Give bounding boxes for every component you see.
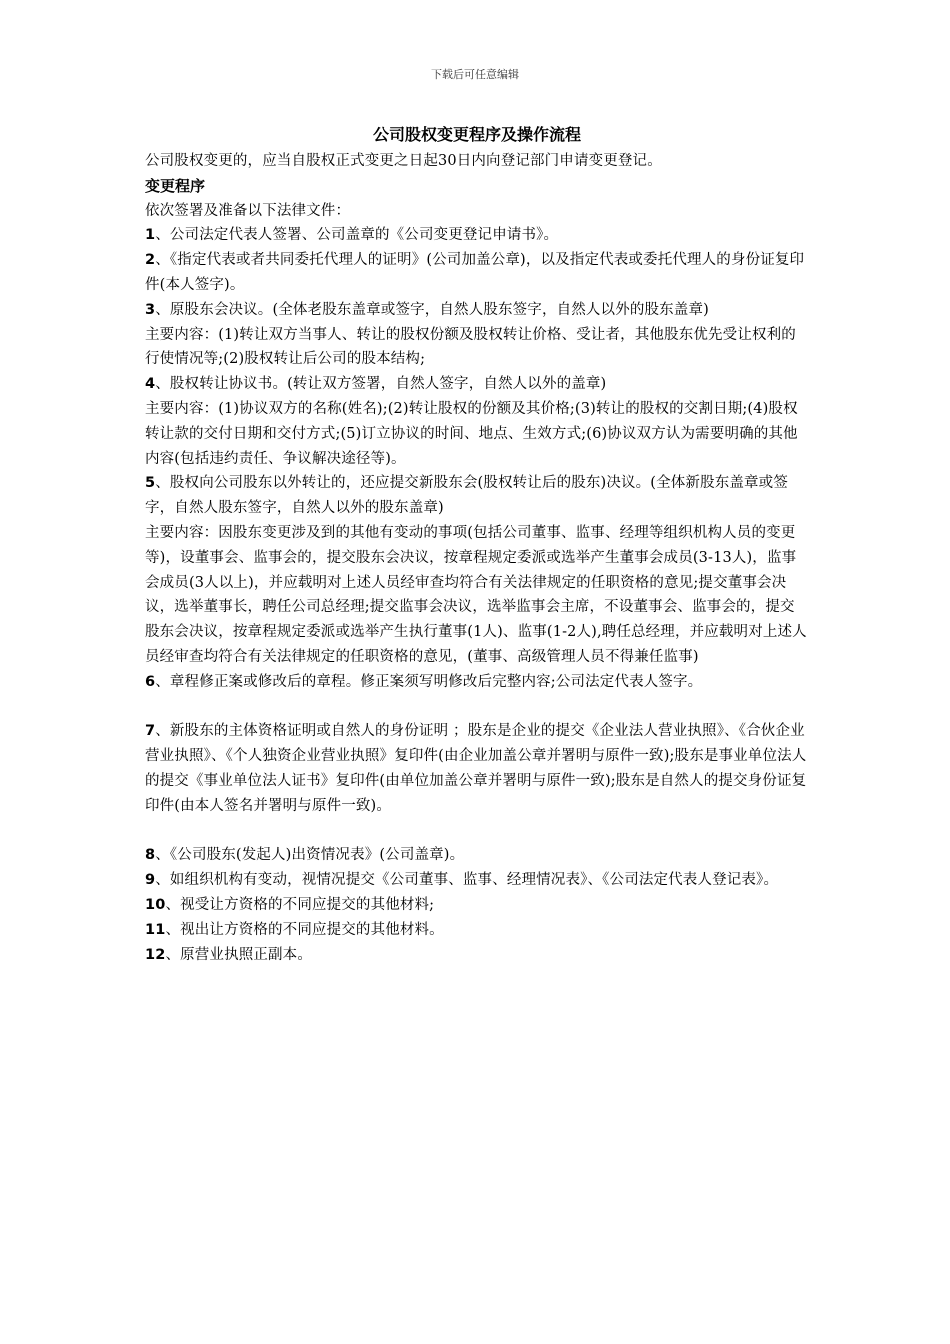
item-number: 8 [145, 847, 156, 864]
item-text: 、股权向公司股东以外转让的，还应提交新股东会(股权转让后的股东)决议。(全体新股东盖章或签字，自然人股东签字，自然人以外的股东盖章) [145, 475, 788, 517]
document-body [145, 121, 809, 967]
item-text: 、原营业执照正副本。 [165, 946, 312, 963]
blank-line [145, 695, 809, 720]
list-item [145, 943, 809, 968]
list-item-detail [145, 521, 809, 670]
item-list [145, 223, 809, 967]
list-item [145, 893, 809, 918]
list-item [145, 248, 809, 298]
list-item [145, 868, 809, 893]
item-text: 、《公司股东(发起人)出资情况表》(公司盖章)。 [155, 847, 465, 864]
item-number: 12 [145, 946, 166, 963]
item-text: 主要内容：(1)转让双方当事人、转让的股权份额及股权转让价格、受让者，其他股东优先受让权利的行使情况等;(2)股权转让后公司的股本结构; [145, 326, 796, 368]
item-text: 、股权转让协议书。(转让双方签署，自然人签字，自然人以外的盖章) [155, 376, 607, 393]
item-number: 6 [145, 673, 156, 690]
list-item [145, 843, 809, 868]
blank-line [145, 819, 809, 844]
item-number: 11 [145, 921, 166, 938]
section-heading: 变更程序 [145, 176, 206, 195]
item-number: 3 [145, 301, 156, 318]
item-text: 主要内容：因股东变更涉及到的其他有变动的事项(包括公司董事、监事、经理等组织机构人员的变更等)，设董事会、监事会的，提交股东会决议，按章程规定委派或选举产生董事会成员(3-13人)，监事会成员(3人以上)，并应载明对上述人员经审查均符合有关法律规定的任职资格的意见;提交董事会决议，选举董事长，聘任公司总经理;提交监事会决议，选举监事会主席，不设董事会、监事会的，提交股东会决议，按章程规定委派或选举产生执行董事(1人)、监事(1-2人),聘任总经理，并应载明对上述人员经审查均符合有关法律规定的任职资格的意见，(董事、高级管理人员不得兼任监事) [145, 524, 807, 665]
list-item [145, 670, 809, 695]
list-item [145, 223, 809, 248]
item-text: 、章程修正案或修改后的章程。修正案须写明修改后完整内容;公司法定代表人签字。 [155, 673, 703, 690]
item-text: 、公司法定代表人签署、公司盖章的《公司变更登记申请书》。 [155, 227, 559, 244]
item-number: 2 [145, 252, 156, 269]
item-text: 、视出让方资格的不同应提交的其他材料。 [165, 921, 444, 938]
item-number: 7 [145, 723, 156, 740]
item-number: 10 [145, 896, 166, 913]
document-title: 公司股权变更程序及操作流程 [372, 125, 581, 144]
item-text: 、《指定代表或者共同委托代理人的证明》(公司加盖公章)，以及指定代表或委托代理人的身份证复印件(本人签字)。 [145, 252, 805, 293]
item-number: 9 [145, 872, 156, 889]
list-item [145, 372, 809, 397]
list-item [145, 719, 809, 818]
item-text: 、原股东会决议。(全体老股东盖章或签字，自然人股东签字，自然人以外的股东盖章) [155, 301, 709, 318]
list-item-detail [145, 323, 809, 373]
item-number: 5 [145, 475, 156, 492]
item-number: 1 [145, 227, 156, 244]
list-item [145, 471, 809, 521]
item-text: 主要内容：(1)协议双方的名称(姓名);(2)转让股权的份额及其价格;(3)转让的股权的交割日期;(4)股权转让款的交付日期和交付方式;(5)订立协议的时间、地点、生效方式;(6)协议双方认为需要明确的其他内容(包括违约责任、争议解决途径等)。 [145, 400, 798, 467]
item-text: 、视受让方资格的不同应提交的其他材料; [165, 896, 435, 913]
intro-paragraph: 公司股权变更的，应当自股权正式变更之日起30日内向登记部门申请变更登记。 [145, 153, 662, 169]
item-text: 、如组织机构有变动，视情况提交《公司董事、监事、经理情况表》、《公司法定代表人登记表》。 [155, 872, 779, 889]
page-header: 下载后可任意编辑 [431, 68, 519, 81]
item-number: 4 [145, 376, 156, 393]
item-text: 、新股东的主体资格证明或自然人的身份证明 ；股东是企业的提交《企业法人营业执照》、《合伙企业营业执照》、《个人独资企业营业执照》复印件(由企业加盖公章并署明与原件一致);股东是事业单位法人的提交《事业单位法人证书》复印件(由单位加盖公章并署明与原件一致);股东是自然人的提交身份证复印件(由本人签名并署明与原件一致)。 [145, 723, 807, 814]
list-item [145, 918, 809, 943]
list-item-detail [145, 397, 809, 471]
lead-paragraph: 依次签署及准备以下法律文件： [145, 202, 351, 219]
list-item [145, 298, 809, 323]
